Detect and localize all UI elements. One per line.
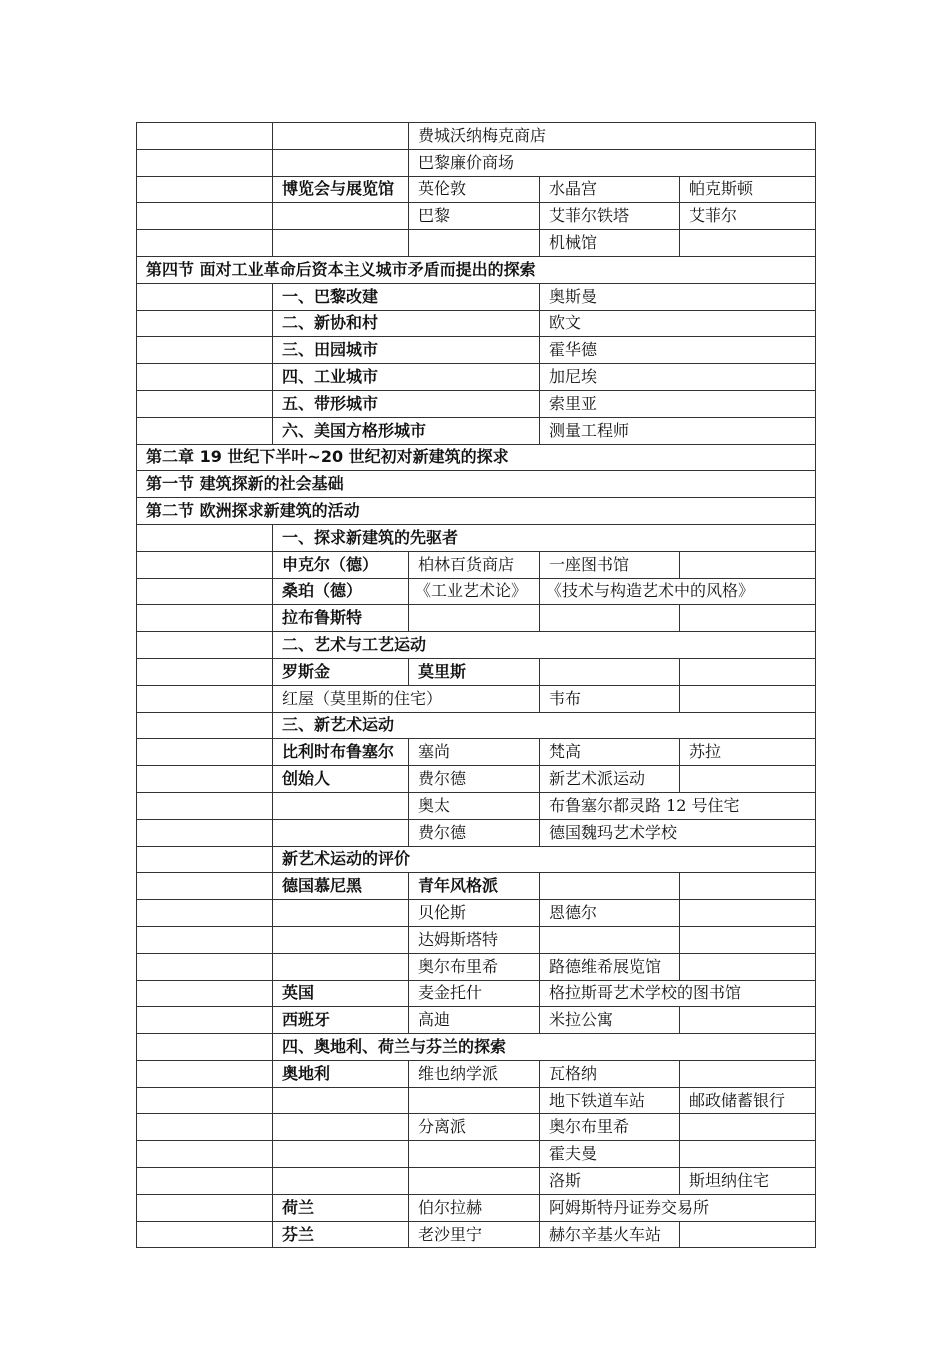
empty-cell (680, 873, 816, 900)
table-cell: 奥太 (409, 792, 540, 819)
empty-cell (137, 900, 273, 927)
empty-cell (680, 1114, 816, 1141)
empty-cell (137, 578, 273, 605)
table-row (137, 364, 816, 391)
table-cell: 创始人 (273, 766, 409, 793)
table-row (137, 310, 816, 337)
empty-cell (680, 766, 816, 793)
table-row (137, 739, 816, 766)
table-cell: 麦金托什 (409, 980, 540, 1007)
table-row (137, 819, 816, 846)
empty-cell (137, 524, 273, 551)
table-cell: 邮政储蓄银行 (680, 1087, 816, 1114)
empty-cell (273, 792, 409, 819)
empty-cell (137, 283, 273, 310)
table-cell: 加尼埃 (540, 364, 816, 391)
table-cell: 五、带形城市 (273, 390, 540, 417)
table-cell: 高迪 (409, 1007, 540, 1034)
table-row (137, 873, 816, 900)
empty-cell (137, 176, 273, 203)
empty-cell (137, 926, 273, 953)
empty-cell (680, 685, 816, 712)
table-row (137, 1194, 816, 1221)
table-row (137, 605, 816, 632)
table-cell: 布鲁塞尔都灵路 12 号住宅 (540, 792, 816, 819)
empty-cell (540, 926, 680, 953)
table-cell: 斯坦纳住宅 (680, 1168, 816, 1195)
empty-cell (137, 658, 273, 685)
empty-cell (680, 230, 816, 257)
table-cell: 荷兰 (273, 1194, 409, 1221)
empty-cell (137, 230, 273, 257)
empty-cell (137, 1114, 273, 1141)
empty-cell (273, 926, 409, 953)
table-row (137, 337, 816, 364)
empty-cell (409, 230, 540, 257)
empty-cell (680, 605, 816, 632)
table-cell: 英国 (273, 980, 409, 1007)
table-cell: 桑珀（德） (273, 578, 409, 605)
empty-cell (409, 1141, 540, 1168)
table-row (137, 390, 816, 417)
empty-cell (137, 551, 273, 578)
section-heading: 第二章 19 世纪下半叶~20 世纪初对新建筑的探求 (137, 444, 816, 471)
table-cell: 维也纳学派 (409, 1060, 540, 1087)
table-cell: 莫里斯 (409, 658, 540, 685)
section-heading: 第四节 面对工业革命后资本主义城市矛盾而提出的探索 (137, 256, 816, 283)
empty-cell (409, 1168, 540, 1195)
table-cell: 三、田园城市 (273, 337, 540, 364)
table-row (137, 792, 816, 819)
table-cell: 老沙里宁 (409, 1221, 540, 1248)
table-row (137, 1114, 816, 1141)
empty-cell (540, 605, 680, 632)
outline-table (136, 122, 816, 1248)
table-row (137, 766, 816, 793)
empty-cell (137, 123, 273, 150)
empty-cell (273, 1168, 409, 1195)
empty-cell (680, 551, 816, 578)
table-row (137, 176, 816, 203)
table-cell: 阿姆斯特丹证券交易所 (540, 1194, 816, 1221)
table-cell: 机械馆 (540, 230, 680, 257)
table-row (137, 230, 816, 257)
table-cell: 索里亚 (540, 390, 816, 417)
empty-cell (680, 658, 816, 685)
outline-table-body (137, 123, 816, 1248)
table-row (137, 712, 816, 739)
empty-cell (137, 310, 273, 337)
table-row (137, 524, 816, 551)
empty-cell (680, 1141, 816, 1168)
table-cell: 《工业艺术论》 (409, 578, 540, 605)
table-row (137, 203, 816, 230)
empty-cell (273, 230, 409, 257)
table-cell: 德国慕尼黑 (273, 873, 409, 900)
table-row (137, 444, 816, 471)
table-row (137, 953, 816, 980)
empty-cell (680, 1007, 816, 1034)
table-cell: 奥斯曼 (540, 283, 816, 310)
section-heading: 第二节 欧洲探求新建筑的活动 (137, 498, 816, 525)
table-cell: 洛斯 (540, 1168, 680, 1195)
table-cell: 水晶宫 (540, 176, 680, 203)
section-heading: 第一节 建筑探新的社会基础 (137, 471, 816, 498)
empty-cell (409, 605, 540, 632)
table-cell: 二、艺术与工艺运动 (273, 632, 816, 659)
empty-cell (680, 900, 816, 927)
table-row (137, 551, 816, 578)
empty-cell (137, 149, 273, 176)
table-cell: 柏林百货商店 (409, 551, 540, 578)
table-row (137, 926, 816, 953)
table-cell: 米拉公寓 (540, 1007, 680, 1034)
empty-cell (137, 605, 273, 632)
table-row (137, 1221, 816, 1248)
table-row (137, 256, 816, 283)
table-cell: 六、美国方格形城市 (273, 417, 540, 444)
table-row (137, 123, 816, 150)
table-cell: 巴黎 (409, 203, 540, 230)
empty-cell (273, 1087, 409, 1114)
table-cell: 新艺术派运动 (540, 766, 680, 793)
table-cell: 二、新协和村 (273, 310, 540, 337)
table-cell: 测量工程师 (540, 417, 816, 444)
empty-cell (273, 900, 409, 927)
table-cell: 一座图书馆 (540, 551, 680, 578)
empty-cell (137, 980, 273, 1007)
empty-cell (137, 739, 273, 766)
table-cell: 拉布鲁斯特 (273, 605, 409, 632)
table-cell: 新艺术运动的评价 (273, 846, 816, 873)
table-cell: 达姆斯塔特 (409, 926, 540, 953)
empty-cell (680, 1221, 816, 1248)
table-cell: 费尔德 (409, 766, 540, 793)
table-cell: 西班牙 (273, 1007, 409, 1034)
empty-cell (273, 819, 409, 846)
table-cell: 奥尔布里希 (409, 953, 540, 980)
table-cell: 艾菲尔铁塔 (540, 203, 680, 230)
table-cell: 奥地利 (273, 1060, 409, 1087)
table-cell: 格拉斯哥艺术学校的图书馆 (540, 980, 816, 1007)
table-cell: 三、新艺术运动 (273, 712, 816, 739)
table-cell: 艾菲尔 (680, 203, 816, 230)
table-cell: 奥尔布里希 (540, 1114, 680, 1141)
empty-cell (137, 1034, 273, 1061)
table-cell: 德国魏玛艺术学校 (540, 819, 816, 846)
table-cell: 瓦格纳 (540, 1060, 680, 1087)
empty-cell (540, 658, 680, 685)
table-row (137, 1141, 816, 1168)
table-cell: 赫尔辛基火车站 (540, 1221, 680, 1248)
table-row (137, 658, 816, 685)
table-cell: 霍华德 (540, 337, 816, 364)
empty-cell (680, 926, 816, 953)
empty-cell (273, 149, 409, 176)
table-row (137, 1168, 816, 1195)
empty-cell (273, 1114, 409, 1141)
table-cell: 韦布 (540, 685, 680, 712)
empty-cell (137, 712, 273, 739)
empty-cell (137, 390, 273, 417)
table-cell: 红屋（莫里斯的住宅） (273, 685, 540, 712)
table-row (137, 685, 816, 712)
table-row (137, 1007, 816, 1034)
empty-cell (137, 1060, 273, 1087)
table-cell: 路德维希展览馆 (540, 953, 680, 980)
table-cell: 塞尚 (409, 739, 540, 766)
table-cell: 苏拉 (680, 739, 816, 766)
empty-cell (137, 1007, 273, 1034)
empty-cell (273, 203, 409, 230)
empty-cell (137, 792, 273, 819)
table-cell: 英伦敦 (409, 176, 540, 203)
empty-cell (137, 1141, 273, 1168)
empty-cell (540, 873, 680, 900)
table-cell: 帕克斯顿 (680, 176, 816, 203)
table-row (137, 283, 816, 310)
table-row (137, 471, 816, 498)
empty-cell (137, 685, 273, 712)
table-cell: 费尔德 (409, 819, 540, 846)
table-cell: 霍夫曼 (540, 1141, 680, 1168)
table-cell: 四、工业城市 (273, 364, 540, 391)
table-row (137, 498, 816, 525)
table-cell: 梵高 (540, 739, 680, 766)
empty-cell (137, 203, 273, 230)
table-row (137, 578, 816, 605)
table-row (137, 149, 816, 176)
empty-cell (409, 1087, 540, 1114)
empty-cell (680, 1060, 816, 1087)
empty-cell (137, 417, 273, 444)
table-row (137, 1034, 816, 1061)
table-cell: 贝伦斯 (409, 900, 540, 927)
table-cell: 博览会与展览馆 (273, 176, 409, 203)
empty-cell (273, 123, 409, 150)
empty-cell (137, 1221, 273, 1248)
empty-cell (273, 953, 409, 980)
table-row (137, 900, 816, 927)
table-cell: 恩德尔 (540, 900, 680, 927)
table-row (137, 1087, 816, 1114)
empty-cell (137, 364, 273, 391)
empty-cell (137, 1168, 273, 1195)
table-row (137, 632, 816, 659)
table-cell: 四、奥地利、荷兰与芬兰的探索 (273, 1034, 816, 1061)
empty-cell (137, 819, 273, 846)
table-cell: 地下铁道车站 (540, 1087, 680, 1114)
table-row (137, 417, 816, 444)
empty-cell (137, 1087, 273, 1114)
table-cell: 费城沃纳梅克商店 (409, 123, 816, 150)
empty-cell (137, 1194, 273, 1221)
table-cell: 青年风格派 (409, 873, 540, 900)
empty-cell (137, 953, 273, 980)
table-cell: 巴黎廉价商场 (409, 149, 816, 176)
table-cell: 欧文 (540, 310, 816, 337)
empty-cell (680, 953, 816, 980)
table-cell: 一、探求新建筑的先驱者 (273, 524, 816, 551)
table-cell: 比利时布鲁塞尔 (273, 739, 409, 766)
empty-cell (137, 632, 273, 659)
empty-cell (137, 873, 273, 900)
empty-cell (137, 766, 273, 793)
table-row (137, 980, 816, 1007)
table-cell: 罗斯金 (273, 658, 409, 685)
table-cell: 芬兰 (273, 1221, 409, 1248)
table-cell: 伯尔拉赫 (409, 1194, 540, 1221)
empty-cell (273, 1141, 409, 1168)
table-row (137, 846, 816, 873)
table-row (137, 1060, 816, 1087)
empty-cell (137, 846, 273, 873)
table-cell: 分离派 (409, 1114, 540, 1141)
empty-cell (137, 337, 273, 364)
table-cell: 一、巴黎改建 (273, 283, 540, 310)
table-cell: 申克尔（德） (273, 551, 409, 578)
table-cell: 《技术与构造艺术中的风格》 (540, 578, 816, 605)
